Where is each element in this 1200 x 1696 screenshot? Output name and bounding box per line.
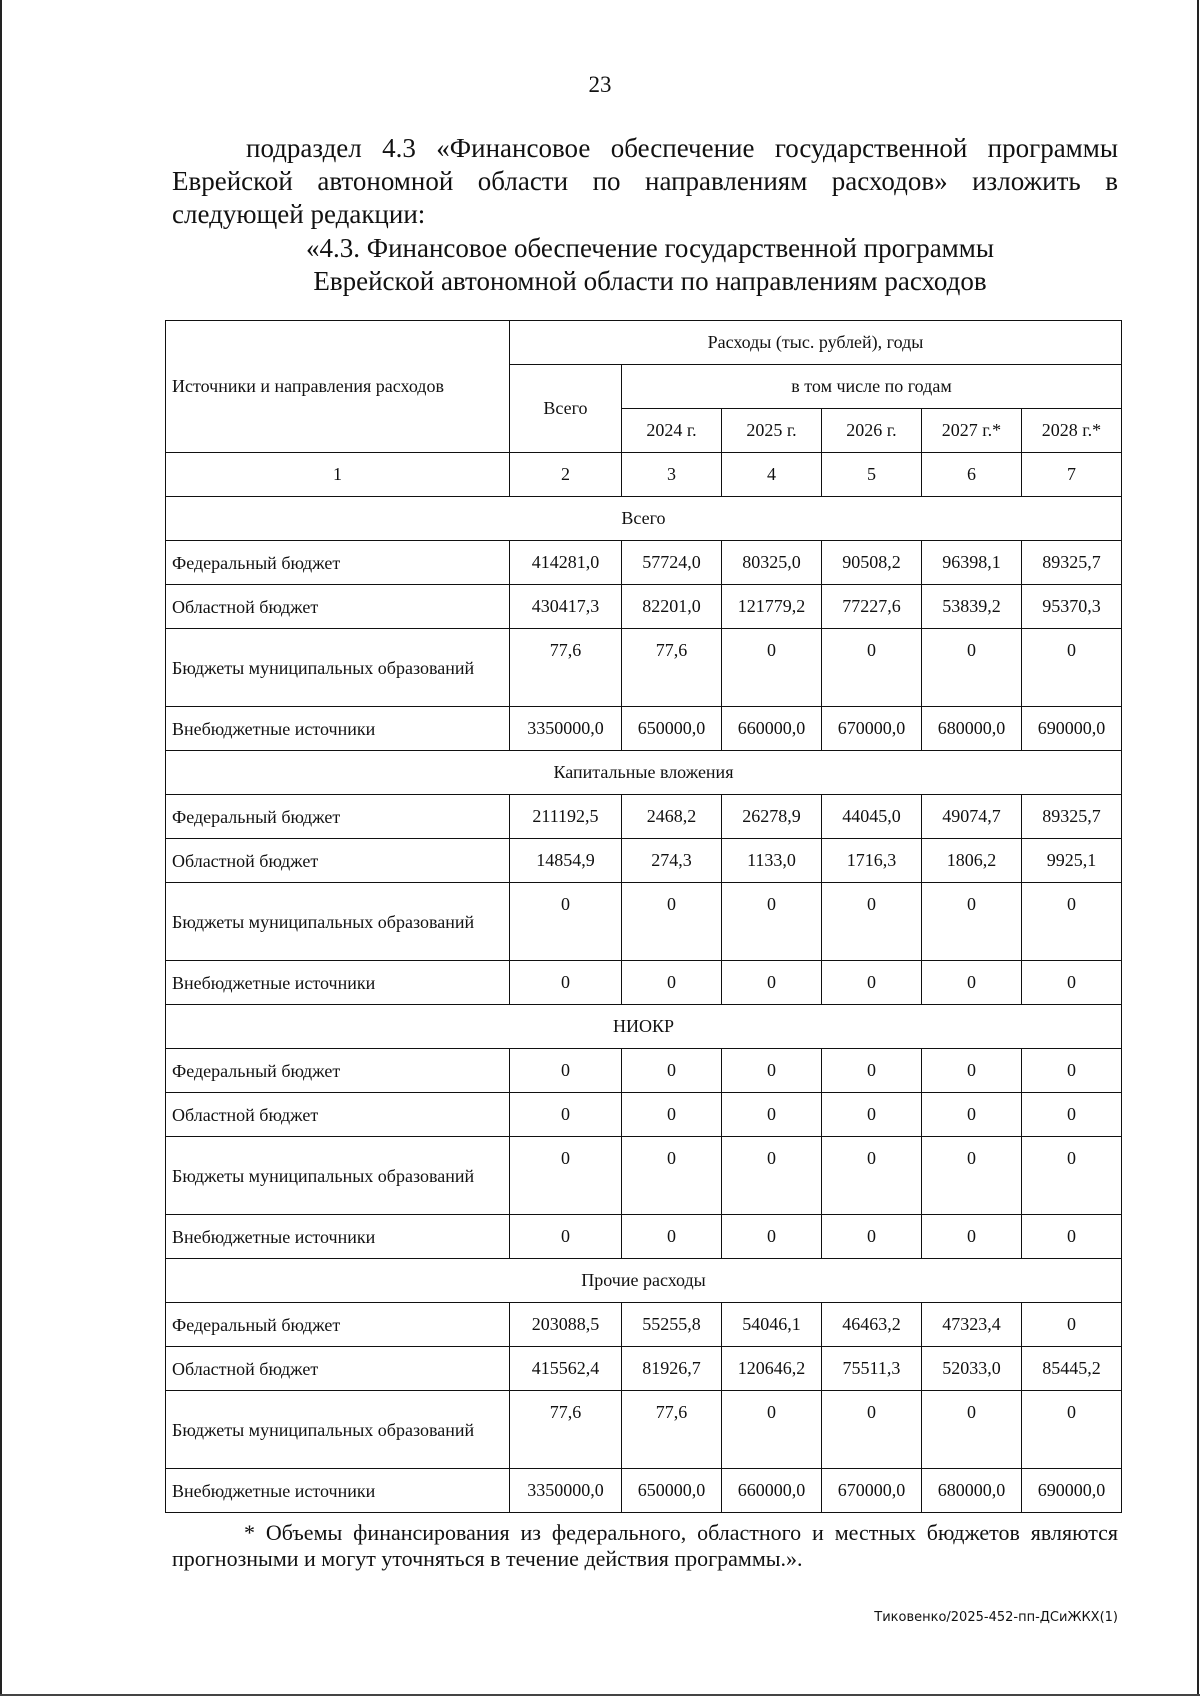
value-year: 0	[921, 1215, 1021, 1259]
value-year: 0	[622, 1215, 722, 1259]
value-year: 0	[622, 1049, 722, 1093]
value-year: 0	[821, 629, 921, 707]
value-year: 0	[1021, 629, 1121, 707]
value-total: 0	[509, 883, 621, 961]
value-year: 660000,0	[722, 1469, 822, 1513]
section-title: Всего	[166, 497, 1122, 541]
table-row	[166, 1303, 1122, 1347]
value-year: 0	[821, 1049, 921, 1093]
value-year: 80325,0	[722, 541, 822, 585]
table-row	[166, 1347, 1122, 1391]
table-row	[166, 629, 1122, 707]
table-row	[166, 585, 1122, 629]
value-year: 96398,1	[921, 541, 1021, 585]
value-year: 77,6	[622, 629, 722, 707]
funding-source: Областной бюджет	[166, 585, 510, 629]
value-year: 75511,3	[821, 1347, 921, 1391]
section-row	[166, 1005, 1122, 1049]
value-year: 0	[921, 1391, 1021, 1469]
value-year: 274,3	[622, 839, 722, 883]
value-year: 2468,2	[622, 795, 722, 839]
value-total: 430417,3	[509, 585, 621, 629]
table-row	[166, 1137, 1122, 1215]
funding-source: Федеральный бюджет	[166, 1049, 510, 1093]
funding-source: Бюджеты муниципальных образований	[166, 1391, 510, 1469]
value-year: 54046,1	[722, 1303, 822, 1347]
value-year: 0	[1021, 1215, 1121, 1259]
value-year: 670000,0	[821, 707, 921, 751]
value-year: 680000,0	[921, 707, 1021, 751]
table-row	[166, 883, 1122, 961]
value-year: 121779,2	[722, 585, 822, 629]
value-year: 0	[722, 1391, 822, 1469]
value-year: 0	[622, 1093, 722, 1137]
section-title: Прочие расходы	[166, 1259, 1122, 1303]
funding-source: Бюджеты муниципальных образований	[166, 1137, 510, 1215]
header-year: 2028 г.*	[1021, 409, 1121, 453]
value-year: 0	[1021, 961, 1121, 1005]
value-year: 90508,2	[821, 541, 921, 585]
footnote: * Объемы финансирования из федерального, областного и местных бюджетов являются прогнозными и могут уточняться в течение действия программы.».	[172, 1520, 1118, 1571]
intro-paragraph: подраздел 4.3 «Финансовое обеспечение государственной программы Еврейской автономной области по направлениям расходов» изложить в следующей редакции:	[172, 133, 1118, 229]
funding-source: Бюджеты муниципальных образований	[166, 629, 510, 707]
value-total: 414281,0	[509, 541, 621, 585]
table-row	[166, 795, 1122, 839]
table-row	[166, 1049, 1122, 1093]
value-year: 0	[921, 1137, 1021, 1215]
table-row	[166, 1469, 1122, 1513]
value-year: 0	[921, 961, 1021, 1005]
value-year: 77,6	[622, 1391, 722, 1469]
value-total: 3350000,0	[509, 1469, 621, 1513]
header-including-years: в том числе по годам	[622, 365, 1122, 409]
value-year: 55255,8	[622, 1303, 722, 1347]
value-total: 14854,9	[509, 839, 621, 883]
value-year: 670000,0	[821, 1469, 921, 1513]
funding-source: Федеральный бюджет	[166, 795, 510, 839]
funding-source: Федеральный бюджет	[166, 541, 510, 585]
value-total: 0	[509, 1049, 621, 1093]
section-row	[166, 751, 1122, 795]
value-year: 0	[722, 883, 822, 961]
value-year: 46463,2	[821, 1303, 921, 1347]
value-year: 690000,0	[1021, 707, 1121, 751]
column-number: 4	[722, 453, 822, 497]
value-year: 0	[921, 1049, 1021, 1093]
value-total: 203088,5	[509, 1303, 621, 1347]
table-row	[166, 541, 1122, 585]
value-year: 0	[1021, 1303, 1121, 1347]
value-year: 650000,0	[622, 1469, 722, 1513]
value-year: 0	[821, 1391, 921, 1469]
value-year: 0	[921, 629, 1021, 707]
header-year: 2024 г.	[622, 409, 722, 453]
value-year: 0	[1021, 1049, 1121, 1093]
value-year: 89325,7	[1021, 795, 1121, 839]
value-year: 0	[821, 1093, 921, 1137]
header-year: 2025 г.	[722, 409, 822, 453]
funding-source: Федеральный бюджет	[166, 1303, 510, 1347]
table-row	[166, 839, 1122, 883]
heading-line-2: Еврейской автономной области по направлениям расходов	[313, 266, 987, 296]
value-year: 0	[921, 1093, 1021, 1137]
value-total: 415562,4	[509, 1347, 621, 1391]
value-year: 95370,3	[1021, 585, 1121, 629]
value-year: 0	[622, 961, 722, 1005]
table-row	[166, 1215, 1122, 1259]
value-year: 0	[1021, 883, 1121, 961]
value-year: 26278,9	[722, 795, 822, 839]
funding-source: Областной бюджет	[166, 1347, 510, 1391]
heading-line-1: «4.3. Финансовое обеспечение государственной программы	[306, 233, 994, 263]
value-year: 89325,7	[1021, 541, 1121, 585]
value-year: 53839,2	[921, 585, 1021, 629]
value-year: 85445,2	[1021, 1347, 1121, 1391]
value-total: 0	[509, 1093, 621, 1137]
value-year: 660000,0	[722, 707, 822, 751]
header-year: 2026 г.	[821, 409, 921, 453]
value-year: 0	[622, 1137, 722, 1215]
value-year: 0	[1021, 1093, 1121, 1137]
value-year: 49074,7	[921, 795, 1021, 839]
value-year: 0	[821, 961, 921, 1005]
value-year: 0	[722, 1215, 822, 1259]
section-title: НИОКР	[166, 1005, 1122, 1049]
value-year: 0	[622, 883, 722, 961]
value-total: 3350000,0	[509, 707, 621, 751]
value-year: 0	[821, 1137, 921, 1215]
value-year: 9925,1	[1021, 839, 1121, 883]
funding-source: Областной бюджет	[166, 839, 510, 883]
value-year: 44045,0	[821, 795, 921, 839]
value-total: 77,6	[509, 1391, 621, 1469]
section-row	[166, 497, 1122, 541]
value-year: 82201,0	[622, 585, 722, 629]
header-expenses: Расходы (тыс. рублей), годы	[509, 321, 1121, 365]
header-total: Всего	[509, 365, 621, 453]
column-number: 1	[166, 453, 510, 497]
value-year: 1133,0	[722, 839, 822, 883]
value-year: 0	[722, 629, 822, 707]
table-row	[166, 1391, 1122, 1469]
section-heading	[200, 232, 1100, 298]
value-year: 77227,6	[821, 585, 921, 629]
funding-source: Внебюджетные источники	[166, 1215, 510, 1259]
section-title: Капитальные вложения	[166, 751, 1122, 795]
value-year: 81926,7	[622, 1347, 722, 1391]
column-number: 7	[1021, 453, 1121, 497]
value-year: 0	[921, 883, 1021, 961]
value-year: 57724,0	[622, 541, 722, 585]
value-total: 0	[509, 1137, 621, 1215]
header-year: 2027 г.*	[921, 409, 1021, 453]
funding-source: Внебюджетные источники	[166, 707, 510, 751]
value-year: 0	[1021, 1391, 1121, 1469]
funding-source: Внебюджетные источники	[166, 1469, 510, 1513]
value-year: 1716,3	[821, 839, 921, 883]
funding-source: Областной бюджет	[166, 1093, 510, 1137]
column-number: 2	[509, 453, 621, 497]
page-frame-right	[1197, 0, 1199, 1696]
value-year: 0	[722, 961, 822, 1005]
page-number: 23	[588, 72, 612, 97]
value-year: 680000,0	[921, 1469, 1021, 1513]
value-year: 0	[722, 1137, 822, 1215]
value-year: 120646,2	[722, 1347, 822, 1391]
value-total: 0	[509, 1215, 621, 1259]
funding-source: Внебюджетные источники	[166, 961, 510, 1005]
value-year: 47323,4	[921, 1303, 1021, 1347]
value-total: 77,6	[509, 629, 621, 707]
value-year: 650000,0	[622, 707, 722, 751]
table-row	[166, 707, 1122, 751]
value-year: 0	[821, 883, 921, 961]
value-year: 0	[821, 1215, 921, 1259]
funding-source: Бюджеты муниципальных образований	[166, 883, 510, 961]
value-total: 0	[509, 961, 621, 1005]
header-source: Источники и направления расходов	[166, 321, 510, 453]
column-number: 6	[921, 453, 1021, 497]
financing-table	[165, 320, 1122, 1513]
column-number: 3	[622, 453, 722, 497]
value-year: 1806,2	[921, 839, 1021, 883]
section-row	[166, 1259, 1122, 1303]
value-year: 0	[1021, 1137, 1121, 1215]
table-row	[166, 961, 1122, 1005]
value-year: 0	[722, 1093, 822, 1137]
page-frame-left	[0, 0, 2, 1696]
column-number: 5	[821, 453, 921, 497]
value-year: 52033,0	[921, 1347, 1021, 1391]
table-row	[166, 1093, 1122, 1137]
value-year: 0	[722, 1049, 822, 1093]
value-total: 211192,5	[509, 795, 621, 839]
value-year: 690000,0	[1021, 1469, 1121, 1513]
document-signature-code: Тиковенко/2025-452-пп-ДСиЖКХ(1)	[874, 1610, 1118, 1625]
